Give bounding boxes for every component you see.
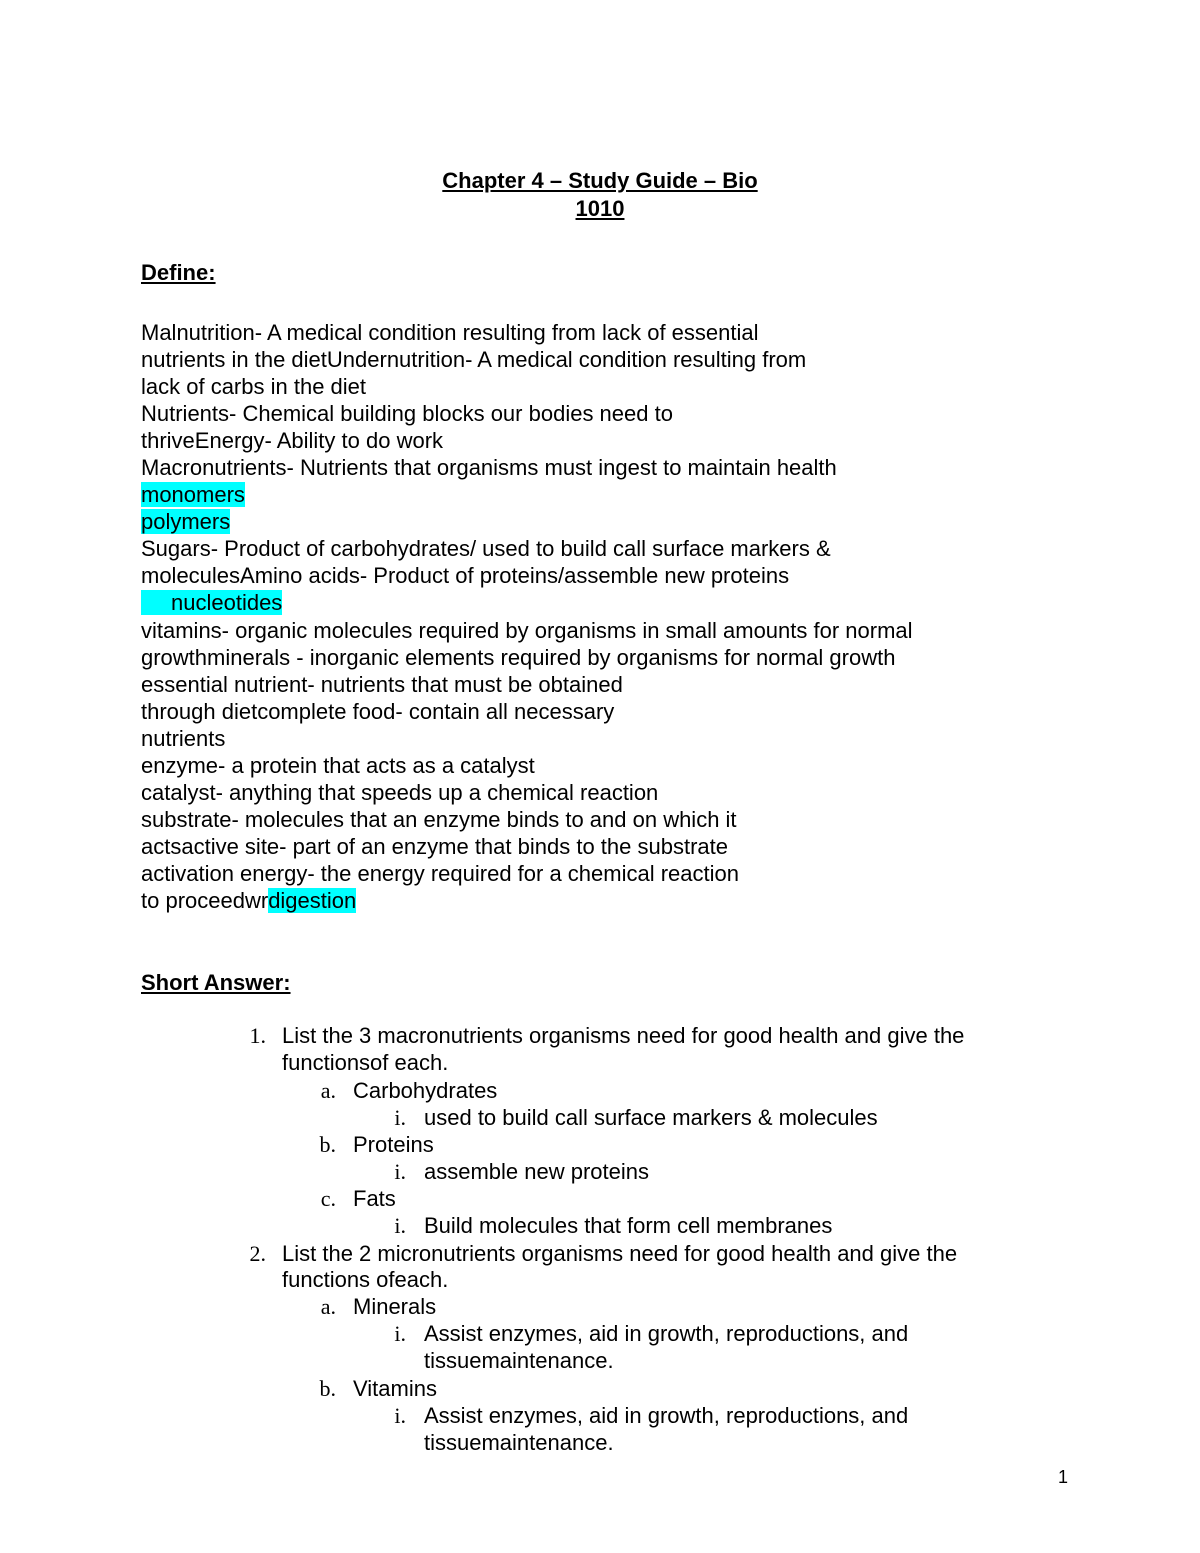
list-marker: a.	[320, 1078, 336, 1103]
short-answer-heading: Short Answer:	[141, 970, 291, 995]
define-line: lack of carbs in the diet	[141, 374, 367, 399]
highlight-digestion: digestion	[268, 888, 357, 913]
list-marker: a.	[320, 1294, 336, 1319]
document-title-line1: Chapter 4 – Study Guide – Bio	[442, 168, 758, 193]
define-line: moleculesAmino acids- Product of proteins/assemble new proteins	[141, 563, 790, 588]
question-text: List the 2 micronutrients organisms need for good health and give the	[282, 1241, 958, 1266]
define-line: activation energy- the energy required for a chemical reaction	[141, 861, 739, 886]
answer-label: Proteins	[353, 1132, 434, 1157]
list-marker: i.	[394, 1105, 406, 1130]
question-number: 2.	[249, 1241, 266, 1266]
list-marker: i.	[394, 1403, 406, 1428]
define-line: enzyme- a protein that acts as a catalyst	[141, 753, 535, 778]
list-marker: c.	[320, 1186, 336, 1211]
highlight-monomers: monomers	[141, 482, 245, 507]
answer-label: Fats	[353, 1186, 396, 1211]
highlight-nucleotides: nucleotides	[141, 590, 282, 615]
answer-detail: tissuemaintenance.	[424, 1348, 614, 1373]
define-line: essential nutrient- nutrients that must be obtained	[141, 672, 623, 697]
define-line-highlighted	[141, 481, 245, 508]
define-line: Nutrients- Chemical building blocks our bodies need to	[141, 401, 673, 426]
document-title-line2: 1010	[575, 196, 625, 221]
question-text: functions ofeach.	[282, 1267, 449, 1292]
define-line: growthminerals - inorganic elements required by organisms for normal growth	[141, 645, 896, 670]
page-number: 1	[1058, 1467, 1069, 1487]
answer-detail: tissuemaintenance.	[424, 1430, 614, 1455]
define-line-highlighted	[141, 589, 282, 616]
define-line: substrate- molecules that an enzyme binds to and on which it	[141, 807, 737, 832]
question-text: List the 3 macronutrients organisms need for good health and give the	[282, 1023, 965, 1048]
define-line: thriveEnergy- Ability to do work	[141, 428, 444, 453]
define-heading: Define:	[141, 260, 216, 285]
answer-detail: assemble new proteins	[424, 1159, 650, 1184]
answer-detail: Assist enzymes, aid in growth, reproductions, and	[424, 1321, 909, 1346]
define-line: nutrients	[141, 726, 226, 751]
define-line: Sugars- Product of carbohydrates/ used to build call surface markers &	[141, 536, 831, 561]
highlight-polymers: polymers	[141, 509, 231, 534]
define-line: Malnutrition- A medical condition resulting from lack of essential	[141, 320, 759, 345]
answer-detail: used to build call surface markers & molecules	[424, 1105, 878, 1130]
define-line: through dietcomplete food- contain all necessary	[141, 699, 615, 724]
define-line: Macronutrients- Nutrients that organisms must ingest to maintain health	[141, 455, 837, 480]
list-marker: b.	[319, 1132, 336, 1157]
define-line-highlighted	[141, 508, 230, 535]
answer-label: Minerals	[353, 1294, 437, 1319]
list-marker: b.	[319, 1376, 336, 1401]
define-line: vitamins- organic molecules required by organisms in small amounts for normal	[141, 618, 913, 643]
question-number: 1.	[249, 1023, 266, 1048]
answer-label: Carbohydrates	[353, 1078, 498, 1103]
define-line: catalyst- anything that speeds up a chemical reaction	[141, 780, 659, 805]
list-marker: i.	[394, 1159, 406, 1184]
answer-detail: Build molecules that form cell membranes	[424, 1213, 833, 1238]
list-marker: i.	[394, 1213, 406, 1238]
define-text-proceed: to proceedwr	[141, 888, 269, 913]
define-line: actsactive site- part of an enzyme that binds to the substrate	[141, 834, 728, 859]
define-line	[141, 887, 356, 914]
question-text: functionsof each.	[282, 1050, 449, 1075]
list-marker: i.	[394, 1321, 406, 1346]
define-line: nutrients in the dietUndernutrition- A medical condition resulting from	[141, 347, 807, 372]
answer-label: Vitamins	[353, 1376, 437, 1401]
answer-detail: Assist enzymes, aid in growth, reproductions, and	[424, 1403, 909, 1428]
